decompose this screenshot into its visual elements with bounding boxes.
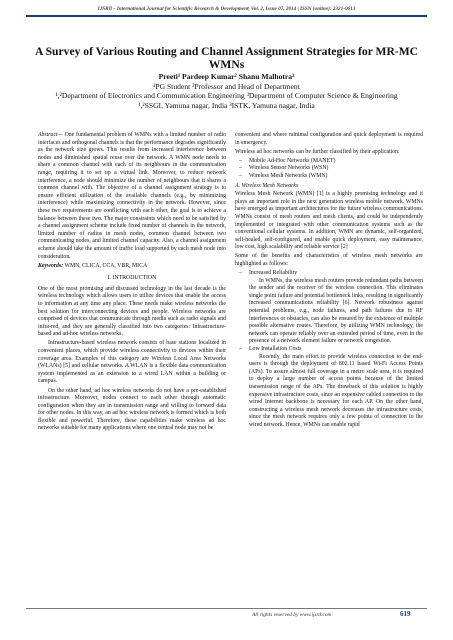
list-item [249, 270, 423, 346]
right-paragraph-0: convenient and where minimal configuration and quick deployment is required in emergency. [235, 132, 423, 146]
author-names: Preeti¹ Pardeep Kumar² Shanu Malhotra³ [158, 72, 295, 81]
author-block [20, 72, 433, 110]
list-item: – Wireless Sensor Networks (WSN) [249, 165, 423, 173]
abstract-label: Abstract— [38, 132, 63, 138]
abstract [38, 132, 226, 261]
keywords [38, 263, 226, 271]
footer-rule [26, 608, 427, 609]
subsection-wmn-heading: A. Wireless Mesh Networks [235, 182, 299, 189]
intro-paragraph-3: On the other hand, ad hoc wireless networks do not have a pre-established infrastructure. Moreover, nodes connect to each other through automatic configuration when they are in transmission range and willing to forward data for other nodes. In this way, an ad hoc wireless network is formed which is both flexible and powerful. Therefore, these capabilities make wireless ad hoc networks suitable for many applications where one central node may not be [38, 387, 226, 432]
journal-header: IJSRD - International Journal for Scientific Research & Development| Vol. 2, Issue 07, 2014 | ISSN (online): 2321-0613 [97, 6, 356, 12]
list-item [249, 346, 423, 430]
right-paragraph-2: Wireless Mesh Network (WMN) [1] is a highly promising technology and it plays an important role in the next generation wireless mobile network. WMNs have emerged as important architectures for the future wireless communications. WMNs consist of mesh routers and mesh clients, and could be independently implemented or integrated with other communication systems such as the conventional cellular systems. In addition, WMN are dynamic, self-organized, self-healed, self-configured, and enable quick deployment, easy maintenance, low cost, high scalability and reliable service [2] [235, 191, 423, 251]
abstract-text: One fundamental problem of WMNs with a limited number of radio interfaces and orthogonal channels is that the performance degrades significantly as the network size grows. This results from increased interference between nodes and diminished spatial reuse over the network. A WMN node needs to share a common channel with each of its neighbours in the communication range, requiring it to set up a virtual link. Moreover, to reduce network interference, a node should minimize the number of neighbours that it shares a common channel with. The objective of a channel assignment strategy is to ensure efficient utilization of the available channels (e.g., by minimizing interference) while maximizing connectivity in the network. However, since these two requirements are conflicting with each other, the goal is to achieve a balance between these two. The major constraints which need to be satisfied by a channel assignment scheme include fixed number of channels in the network, limited number of radios in mesh nodes, common channel between two communicating nodes, and limited channel capacity. Also, a channel assignment scheme should take the amount of traffic load supported by each mesh node into consideration. [38, 132, 226, 260]
section-introduction-heading: I. INTRODUCTION [107, 275, 157, 282]
application-list [235, 158, 423, 181]
footer-text: All rights reserved by www.ijsrd.com [252, 612, 332, 618]
right-paragraph-3: Some of the benefits and characteristics of wireless mesh networks are highlighted as follows: [235, 253, 423, 267]
list-item: – Wireless Mesh Networks (WMN) [249, 173, 423, 181]
author-roles: ¹PG Student ²Professor and Head of Department [153, 81, 300, 91]
paper-title: A Survey of Various Routing and Channel Assignment Strategies for MR-MC WMNs [34, 45, 419, 71]
page-number: 619 [400, 610, 411, 618]
left-column [38, 132, 226, 435]
benefit-text-cost: Recently, the main effort to provide wireless connection to the end-users is through the deployment of 802.11 based Wi-Fi Access Points (APs). To assure almost full coverage in a metro scale area, it is required to deploy a large number of access points because of the limited transmission range of the APs. The drawback of this solution is highly expensive infrastructure costs, since an expensive cabled connection to the wired Internet backbone is necessary for each AP. On the other hand, constructing a wireless mesh network decreases the infrastructure costs, since the mesh network requires only a few points of connection to the wired network. Hence, WMNs can enable rapid [249, 353, 423, 428]
list-item: – Mobile Ad-Hoc Networks (MANET) [249, 158, 423, 166]
benefit-text-reliability: In WMNs, the wireless mesh routers provide redundant paths between the sender and the receiver of the wireless connection. This eliminates single point failure and potential bottleneck links, resulting in significantly increased communications reliability [6]. Network robustness against potential problems, e.g., node failures, and path failures due to RF interferences or obstacles, can also be ensured by the existence of multiple possible alternative routes. Therefore, by utilizing WMN technology, the network can operate reliably over an extended period of time, even in the presence of a network element failure or network congestion. [249, 277, 423, 345]
header-rule [26, 15, 427, 17]
author-departments: ¹,²Department of Electronics and Communication Engineering ³Department of Computer Science & Engineering [55, 91, 398, 101]
right-paragraph-1: Wireless ad hoc networks can be further classified by their application: [235, 148, 400, 155]
keywords-label: Keywords: [38, 262, 64, 269]
benefits-list [235, 270, 423, 429]
intro-paragraph-2: Infrastructure-based wireless network consists of base stations localized in convenient places, which provide wireless connectivity to devices within their coverage area. Examples of this category are Wireless Local Area Networks (WLANs) [5] and cellular networks. A WLAN is a flexible data communication system implemented as an extension to a wired LAN within a building or campus. [38, 340, 226, 385]
benefit-title-cost: – Low Installation Costs [249, 346, 302, 353]
keywords-text: WMN, CLICA, CCA, VBR, MICA [63, 262, 148, 269]
author-affiliations: ¹,²SSGI, Yamuna nagar, India ³ISTK, Yamuna nagar, India [138, 100, 315, 110]
right-column [235, 132, 423, 432]
benefit-title-reliability: – Increased Reliability [249, 270, 298, 277]
intro-paragraph-1: One of the most promising and discussed technology in the last decade is the wireless technology which allows users to utilize devices that enable the access to information at any time any place. These needs make wireless networks the best solution for interconnecting devices and people. Wireless networks are comprised of devices that communicate through media such as radio signals and infra-red, and they are generally classified into two categories: Infrastructure-based and ad-hoc wireless networks. [38, 285, 226, 338]
